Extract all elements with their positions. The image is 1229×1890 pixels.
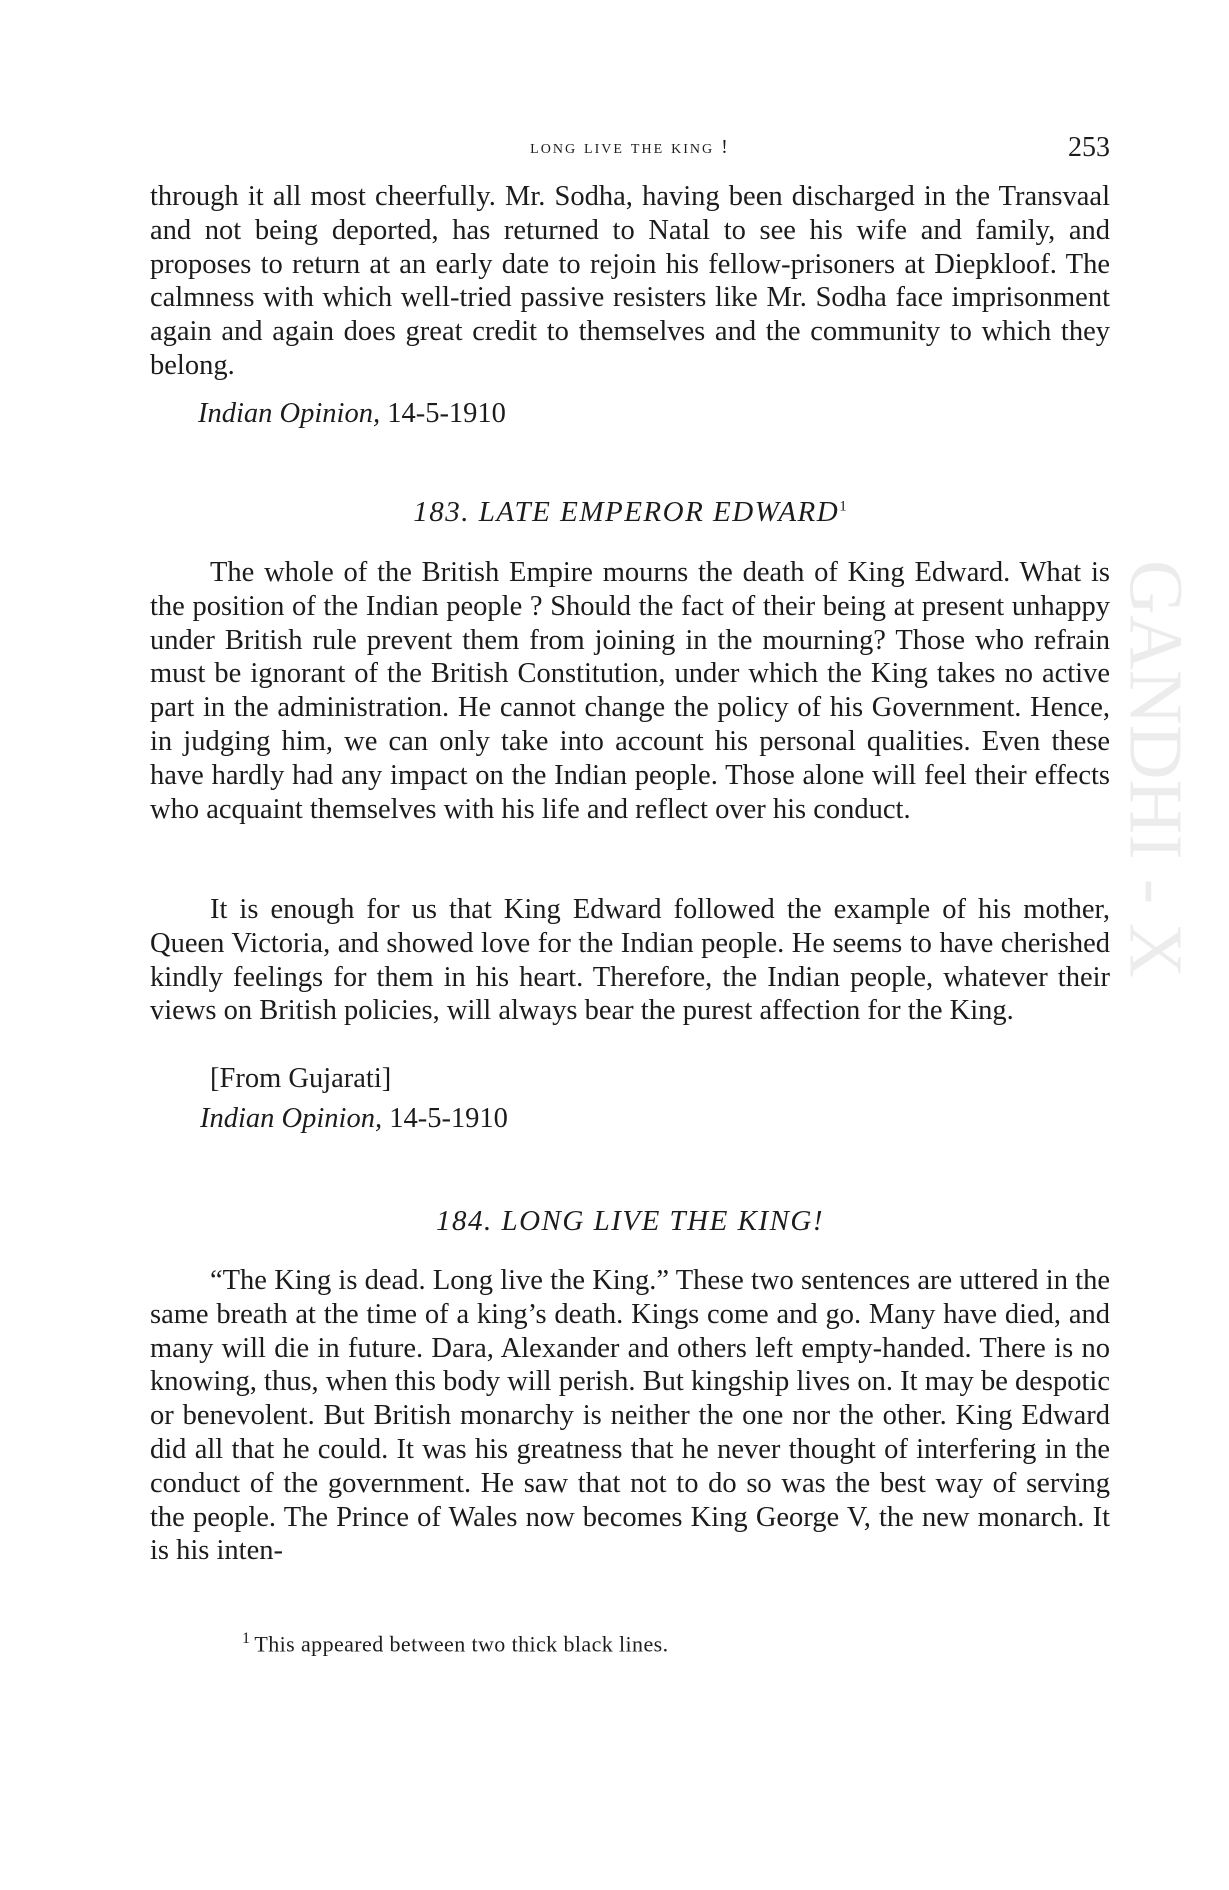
running-title: long live the king ! (530, 136, 730, 158)
section-heading-183 (150, 496, 1110, 529)
footnote (242, 1630, 668, 1657)
source-note: [From Gujarati] (210, 1063, 392, 1094)
citation-source: Indian Opinion, (200, 1103, 383, 1134)
section-heading-text: 183. LATE EMPEROR EDWARD (413, 496, 840, 528)
document-page (150, 0, 1110, 1890)
section-183-paragraph-1: The whole of the British Empire mourns the death of King Edward. What is the position of the Indian people ? Should the fact of their being at present unhappy under British rule prevent them from joining in the mourning? Those who refrain must be ignorant of the British Constitution, under which the King takes no active part in the administration. He cannot change the policy of his Government. Hence, in judging him, we can only take into account his personal qualities. Even these have hardly had any impact on the Indian people. Those alone will feel their effects who acquaint themselves with his life and reflect over his conduct. (150, 557, 1110, 825)
section-183-paragraph-2: It is enough for us that King Edward followed the example of his mother, Queen Victoria, and showed love for the Indian people. He seems to have cherished kindly feelings for them in his heart. Therefore, the Indian people, whatever their views on British policies, will always bear the purest affection for the King. (150, 894, 1110, 1027)
footnote-marker: 1 (839, 498, 847, 515)
footnote-number: 1 (242, 1630, 251, 1647)
citation-183 (200, 1102, 508, 1136)
svg-text:GANDHI - X: GANDHI - X (1113, 560, 1198, 978)
continuation-paragraph: through it all most cheerfully. Mr. Sodha, having been discharged in the Transvaal and not being deported, has returned to Natal to see his wife and family, and proposes to return at an early date to rejoin his fellow-prisoners at Diepkloof. The calmness with which well-tried passive resisters like Mr. Sodha face imprisonment again and again does great credit to themselves and the community to which they belong. (150, 181, 1110, 381)
page-number: 253 (1068, 132, 1110, 163)
citation-date: 14-5-1910 (387, 398, 506, 429)
watermark-stamp (1113, 560, 1198, 1320)
section-184-paragraph: “The King is dead. Long live the King.” These two sentences are uttered in the same breath at the time of a king’s death. Kings come and go. Many have died, and many will die in future. Dara, Alexander and others left empty-handed. There is no knowing, thus, when this body will perish. But kingship lives on. It may be despotic or benevolent. But British monarchy is neither the one nor the other. King Edward did all that he could. It was his greatness that he never thought of interfering in the conduct of the government. He saw that not to do so was the best way of serving the people. The Prince of Wales now becomes King George V, the new monarch. It is his inten- (150, 1265, 1110, 1567)
citation-date: 14-5-1910 (389, 1103, 508, 1134)
citation-continuation (198, 397, 506, 431)
running-head (150, 132, 1110, 168)
footnote-text: This appeared between two thick black lines. (254, 1631, 669, 1657)
citation-source: Indian Opinion, (198, 398, 381, 429)
section-heading-184: 184. LONG LIVE THE KING! (435, 1205, 825, 1237)
